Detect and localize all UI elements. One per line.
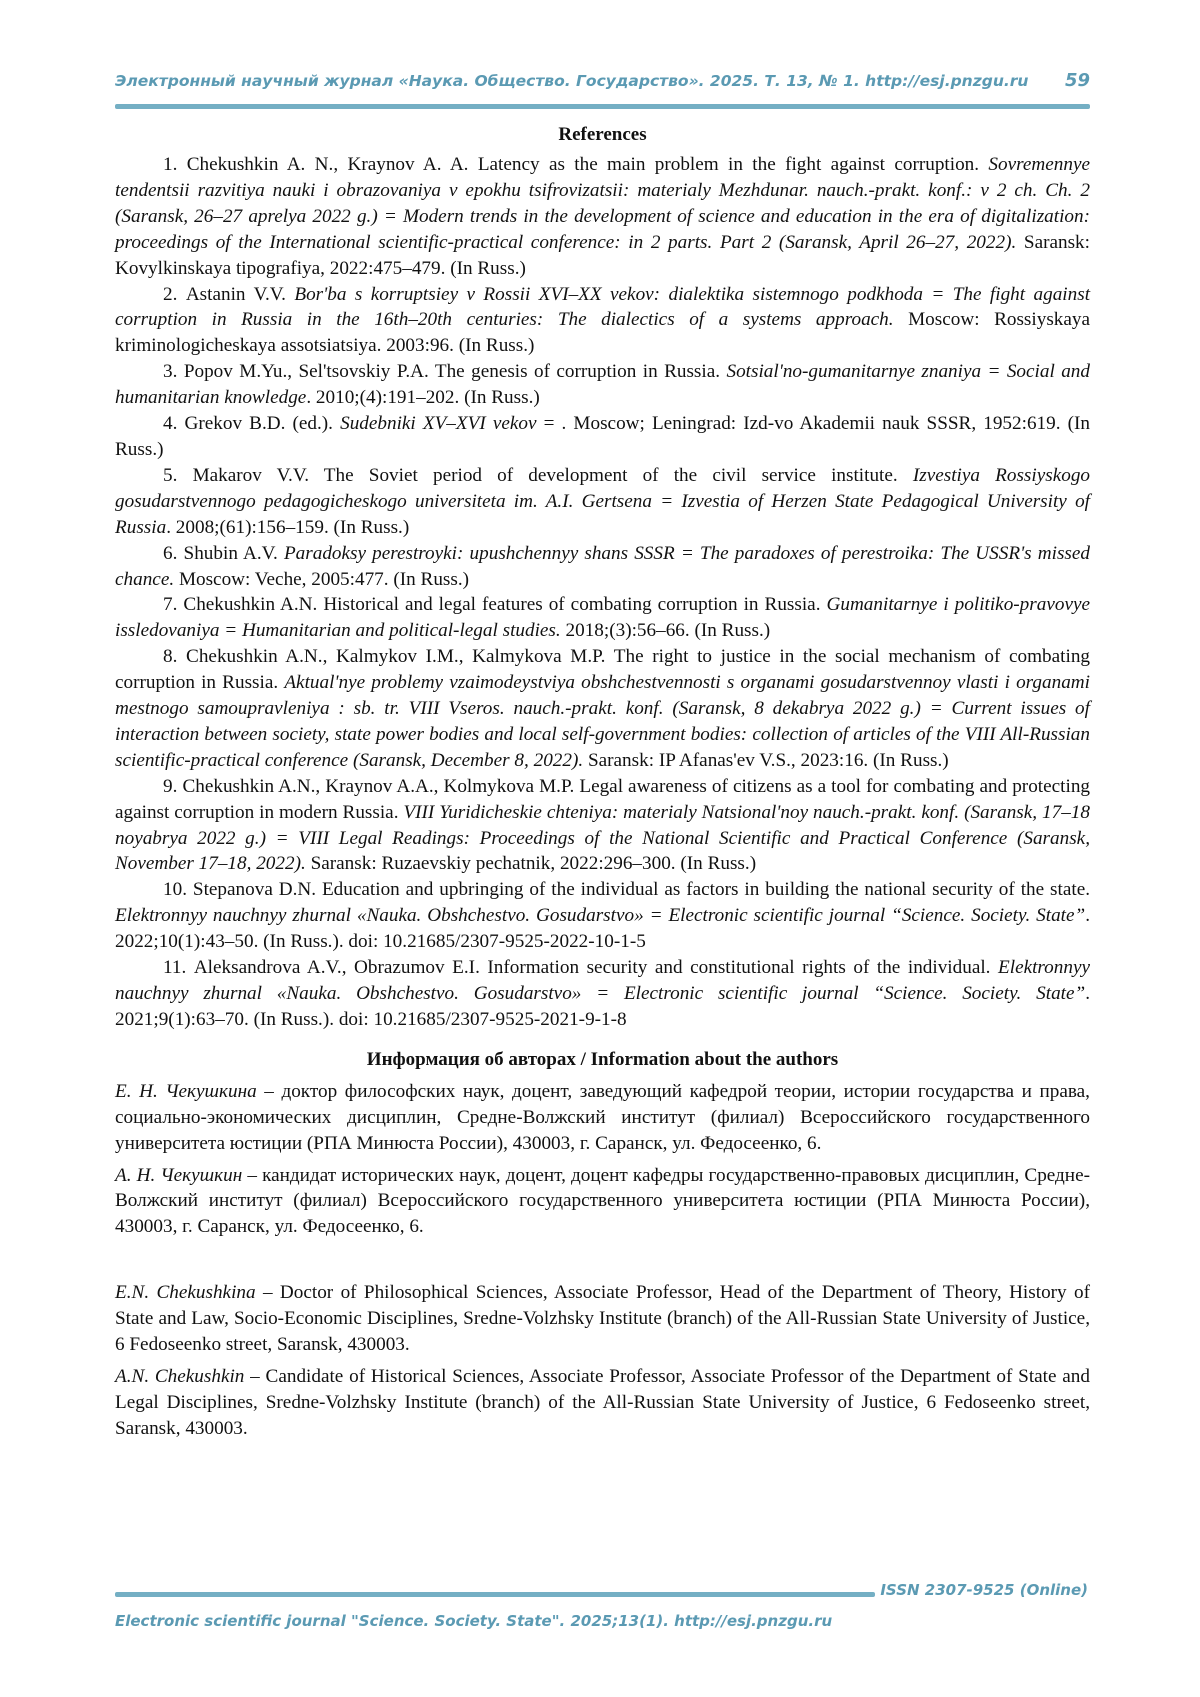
author-details: – Candidate of Historical Sciences, Associate Professor, Associate Professor of the Department of State and Legal Disciplines, Sredne-Volzhsky Institute (branch) of the All-Russian State University of Justice, 6 Fedoseenko street, Saransk, 430003. xyxy=(115,1365,1090,1439)
author-name: E.N. Chekushkina xyxy=(115,1282,256,1304)
author-details: – доктор философских наук, доцент, заведующий кафедрой теории, истории государства и права, социально-экономических дисциплин, Средне-Волжский институт (филиал) Всероссийского государственного университета юстиции (РПА Минюста России), 430003, г. Саранск, ул. Федосеенко, 6. xyxy=(115,1080,1090,1154)
ref-publisher: . 2022;10(1):43–50. (In Russ.). doi: 10.21685/2307-9525-2022-10-1-5 xyxy=(115,905,1090,953)
ref-number: 3. xyxy=(163,361,178,383)
ref-source: Paradoksy perestroyki: upushchennyy shans SSSR = The paradoxes of perestroika: The USSR's missed chance. xyxy=(115,542,1091,590)
ref-authors: Chekushkin A. N., Kraynov A. A. Latency as the main problem in the fight against corruption. xyxy=(186,154,989,175)
ref-publisher: . 2008;(61):156–159. (In Russ.) xyxy=(166,516,410,538)
reference-item xyxy=(115,877,1090,955)
ref-authors: Shubin A.V. xyxy=(183,542,284,564)
reference-item xyxy=(115,282,1090,360)
ref-publisher: Saransk: Kovylkinskaya tipografiya, 2022:475–479. (In Russ.) xyxy=(115,231,1090,279)
journal-title: Электронный научный журнал «Наука. Общество. Государство». 2025. Т. 13, № 1. http://esj.pnzgu.ru xyxy=(115,72,1029,90)
reference-item xyxy=(115,359,1090,411)
issn-label: ISSN 2307-9525 (Online) xyxy=(880,1581,1088,1599)
ref-publisher: = . Moscow; Leningrad: Izd-vo Akademii nauk SSSR, 1952:619. (In Russ.) xyxy=(115,413,1090,460)
footer-rule xyxy=(115,1592,875,1597)
running-header xyxy=(115,70,1090,98)
ref-publisher: Saransk: Ruzaevskiy pechatnik, 2022:296–300. (In Russ.) xyxy=(305,853,757,875)
author-name: А. Н. Чекушкин xyxy=(115,1164,243,1186)
ref-number: 2. xyxy=(163,283,178,305)
page-number: 59 xyxy=(1064,70,1090,91)
header-rule xyxy=(115,104,1090,109)
ref-number: 11. xyxy=(163,957,187,979)
ref-source: Sovremennye tendentsii razvitiya nauki i obrazovaniya v epokhu tsifrovizatsii: materialy Mezhdunar. nauch.-prakt. konf.: v 2 ch. Ch. 2 (Saransk, 26–27 aprelya 2022 g.) = Modern trends in the development of science and education in the era of digitalization: proceedings of the International scientific-practical conference: in 2 parts. Part 2 (Saransk, April 26–27, 2022). xyxy=(115,154,1090,253)
ref-authors: Stepanova D.N. Education and upbringing of the individual as factors in building the national security of the state. xyxy=(192,879,1091,901)
reference-item xyxy=(115,463,1090,541)
reference-item xyxy=(115,411,1090,463)
ref-number: 5. xyxy=(163,464,178,486)
ref-publisher: . 2021;9(1):63–70. (In Russ.). doi: 10.21685/2307-9525-2021-9-1-8 xyxy=(115,983,1090,1030)
author-name: Е. Н. Чекушкина xyxy=(115,1080,257,1102)
ref-authors: Chekushkin A.N., Kalmykov I.M., Kalmykova M.P. The right to justice in the social mechanism of combating corruption in Russia. xyxy=(115,646,1091,694)
reference-item xyxy=(115,955,1090,1033)
ref-number: 10. xyxy=(163,879,187,901)
ref-authors: Astanin V.V. xyxy=(185,283,295,305)
reference-item xyxy=(115,774,1090,878)
author-details: – кандидат исторических наук, доцент, доцент кафедры государственно-правовых дисциплин, Средне-Волжский институт (филиал) Всероссийского государственного университета юстиции (РПА Минюста России), 430003, г. Саранск, ул. Федосеенко, 6. xyxy=(115,1164,1090,1238)
reference-item xyxy=(115,592,1090,644)
ref-source: Izvestiya Rossiyskogo gosudarstvennogo pedagogicheskogo universiteta im. A.I. Gertsena = Izvestia of Herzen State Pedagogical University of Russia xyxy=(115,464,1091,538)
reference-item xyxy=(115,644,1090,774)
author-info-ru xyxy=(115,1079,1090,1157)
ref-number: 8. xyxy=(163,646,178,668)
ref-publisher: Saransk: IP Afanas'ev V.S., 2023:16. (In Russ.) xyxy=(583,749,949,771)
reference-item xyxy=(115,541,1090,593)
ref-publisher: Moscow: Rossiyskaya kriminologicheskaya assotsiatsiya. 2003:96. (In Russ.) xyxy=(115,309,1091,357)
ref-number: 4. xyxy=(163,413,178,435)
ref-source: Elektronnyy nauchnyy zhurnal «Nauka. Obshchestvo. Gosudarstvo» = Electronic scientific journal “Science. Society. State” xyxy=(115,957,1090,1004)
ref-source: VIII Yuridicheskie chteniya: materialy Natsional'noy nauch.-prakt. konf. (Saransk, 17–18 noyabrya 2022 g.) = VIII Legal Readings: Proceedings of the National Scientific and Practical Conference (Saransk, November 17–18, 2022). xyxy=(115,801,1090,875)
page-body xyxy=(115,122,1090,1448)
author-details: – Doctor of Philosophical Sciences, Associate Professor, Head of the Department of Theory, History of State and Law, Socio-Economic Disciplines, Sredne-Volzhsky Institute (branch) of the All-Russian State University of Justice, 6 Fedoseenko street, Saransk, 430003. xyxy=(115,1282,1090,1356)
footer-journal-text: Electronic scientific journal "Science. Society. State". 2025;13(1). http://esj.pnzgu.ru xyxy=(115,1612,833,1630)
ref-source: Sotsial'no-gumanitarnye znaniya = Social and humanitarian knowledge xyxy=(115,361,1090,409)
ref-number: 7. xyxy=(163,594,178,616)
ref-authors: Popov M.Yu., Sel'tsovskiy P.A. The genesis of corruption in Russia. xyxy=(183,361,727,383)
ref-source: Aktual'nye problemy vzaimodeystviya obshchestvennosti s organami gosudarstvennoy vlasti i organami mestnogo samoupravleniya : sb. tr. VIII Vseros. nauch.-prakt. konf. (Saransk, 8 dekabrya 2022 g.) = Current issues of interaction between society, state power bodies and local self-government bodies: collection of articles of the VIII All-Russian scientific-practical conference (Saransk, December 8, 2022). xyxy=(115,672,1090,771)
author-name: A.N. Chekushkin xyxy=(115,1365,245,1387)
ref-publisher: Moscow: Veche, 2005:477. (In Russ.) xyxy=(174,568,470,590)
reference-item xyxy=(115,152,1090,282)
ref-source: Gumanitarnye i politiko-pravovye issledovaniya = Humanitarian and political-legal studies. xyxy=(115,594,1090,642)
authors-heading: Информация об авторах / Information about the authors xyxy=(366,1048,839,1070)
references-heading: References xyxy=(558,124,647,145)
ref-source: Sudebniki XV–XVI vekov xyxy=(340,413,537,435)
ref-authors: Grekov B.D. (ed.). xyxy=(184,413,341,435)
ref-authors: Chekushkin A.N. Historical and legal features of combating corruption in Russia. xyxy=(183,594,827,616)
author-info-ru xyxy=(115,1163,1090,1241)
ref-authors: Aleksandrova A.V., Obrazumov E.I. Information security and constitutional rights of the individual. xyxy=(193,957,999,979)
section-gap xyxy=(115,1246,1090,1280)
ref-authors: Chekushkin A.N., Kraynov A.A., Kolmykova M.P. Legal awareness of citizens as a tool for combating and protecting against corruption in modern Russia. xyxy=(115,775,1091,823)
author-info-en xyxy=(115,1280,1090,1358)
ref-number: 9. xyxy=(163,775,178,797)
ref-number: 6. xyxy=(163,542,178,564)
ref-publisher: . 2010;(4):191–202. (In Russ.) xyxy=(306,387,540,409)
ref-authors: Makarov V.V. The Soviet period of development of the civil service institute. xyxy=(192,464,913,486)
ref-source: Bor'ba s korruptsiey v Rossii XVI–XX vekov: dialektika sistemnogo podkhoda = The fight against corruption in Russia in the 16th–20th centuries: The dialectics of a systems approach. xyxy=(115,283,1091,331)
ref-publisher: 2018;(3):56–66. (In Russ.) xyxy=(560,620,771,642)
ref-source: Elektronnyy nauchnyy zhurnal «Nauka. Obshchestvo. Gosudarstvo» = Electronic scientific journal “Science. Society. State” xyxy=(115,905,1086,927)
ref-number: 1. xyxy=(163,154,178,175)
author-info-en xyxy=(115,1364,1090,1442)
